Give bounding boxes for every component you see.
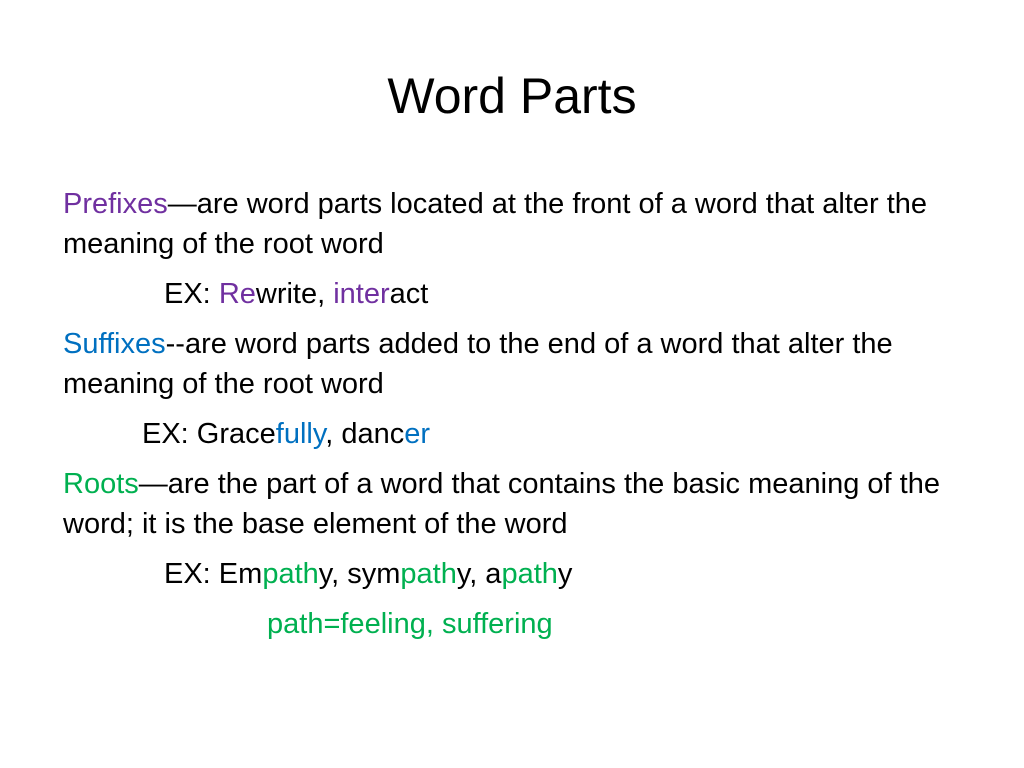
roots-term: Roots — [63, 468, 139, 500]
prefixes-definition: —are word parts located at the front of a word that alter the meaning of the root word — [63, 188, 928, 260]
prefixes-example-word2-rest: act — [389, 278, 429, 310]
suffixes-term: Suffixes — [63, 328, 166, 360]
prefixes-example-word1-rest: write, — [255, 278, 334, 310]
suffix-er: er — [404, 418, 430, 450]
roots-note: path=feeling, suffering — [267, 608, 553, 640]
roots-example-seg2: y, a — [456, 558, 502, 590]
prefixes-term: Prefixes — [63, 188, 168, 220]
prefixes-example-lead: EX: — [164, 278, 219, 310]
suffixes-example-lead: EX: Grace — [142, 418, 276, 450]
roots-example — [63, 554, 963, 594]
prefix-re: Re — [218, 278, 256, 310]
roots-paragraph — [63, 464, 963, 544]
suffixes-definition: --are word parts added to the end of a word that alter the meaning of the root word — [63, 328, 893, 400]
roots-definition: —are the part of a word that contains the basic meaning of the word; it is the base element of the word — [63, 468, 940, 540]
root-path-3: path — [501, 558, 558, 590]
roots-example-seg1: y, sym — [318, 558, 401, 590]
roots-example-lead: EX: Em — [164, 558, 263, 590]
suffixes-example-mid: , danc — [325, 418, 405, 450]
prefixes-paragraph — [63, 184, 963, 264]
suffix-fully: fully — [275, 418, 326, 450]
slide-title: Word Parts — [387, 68, 637, 124]
prefix-inter: inter — [333, 278, 390, 310]
roots-example-seg3: y — [557, 558, 573, 590]
suffixes-example — [63, 414, 963, 454]
prefixes-example — [63, 274, 963, 314]
suffixes-paragraph — [63, 324, 963, 404]
root-path-2: path — [400, 558, 457, 590]
slide-body — [63, 184, 963, 654]
root-path-1: path — [262, 558, 319, 590]
